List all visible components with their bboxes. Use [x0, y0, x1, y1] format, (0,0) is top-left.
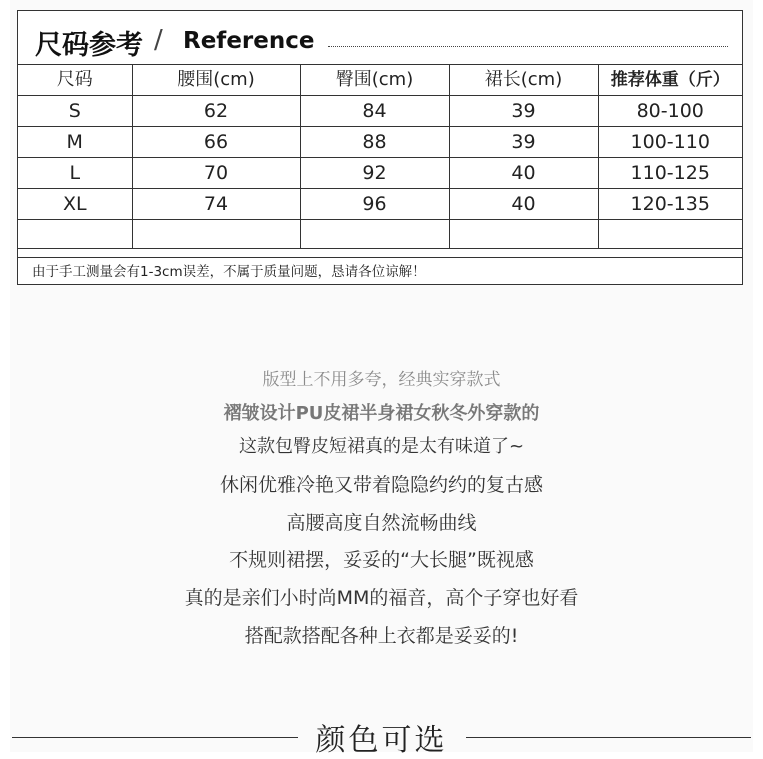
- cell-length: 39: [449, 96, 598, 127]
- table-row-empty: [18, 220, 742, 249]
- description-line: 搭配款搭配各种上衣都是妥妥的!: [244, 625, 519, 647]
- size-table: [18, 65, 742, 286]
- cell-weight: 80-100: [598, 96, 742, 127]
- cell-weight: 100-110: [598, 127, 742, 158]
- table-row: [18, 189, 742, 220]
- description-line: 高腰高度自然流畅曲线: [286, 512, 477, 534]
- cell-length: 40: [449, 158, 598, 189]
- title-divider: /: [154, 25, 163, 55]
- description-line: 这款包臀皮短裙真的是太有味道了~: [238, 436, 525, 457]
- cell-size: XL: [18, 189, 132, 220]
- cell-size: M: [18, 127, 132, 158]
- cell-waist: 70: [132, 158, 300, 189]
- cell-waist: 74: [132, 189, 300, 220]
- cell-hip: 92: [300, 158, 449, 189]
- size-chart-title: 尺码参考: [35, 30, 143, 61]
- table-row-spacer: [18, 249, 742, 258]
- table-row: [18, 127, 742, 158]
- size-chart-subtitle: Reference: [183, 28, 315, 54]
- section-heading: 颜色可选: [315, 723, 448, 758]
- cell-hip: 88: [300, 127, 449, 158]
- header-size: 尺码: [18, 65, 132, 96]
- description-line: 不规则裙摆，妥妥的“大长腿”既视感: [229, 549, 534, 571]
- cell-size: S: [18, 96, 132, 127]
- cell-length: 40: [449, 189, 598, 220]
- cell-size: L: [18, 158, 132, 189]
- table-row: [18, 158, 742, 189]
- description-line: 真的是亲们小时尚MM的福音，高个子穿也好看: [184, 587, 579, 609]
- description-line: 版型上不用多夸，经典实穿款式: [262, 370, 501, 390]
- description-line: 褶皱设计PU皮裙半身裙女秋冬外穿款的: [223, 403, 540, 424]
- dotted-rule: [328, 46, 728, 47]
- section-rule-right: [466, 737, 751, 738]
- cell-hip: 96: [300, 189, 449, 220]
- header-waist: 腰围(cm): [132, 65, 300, 96]
- table-note-row: [18, 258, 742, 287]
- size-chart: [17, 10, 743, 285]
- cell-length: 39: [449, 127, 598, 158]
- cell-weight: 110-125: [598, 158, 742, 189]
- cell-weight: 120-135: [598, 189, 742, 220]
- header-skirt-length: 裙长(cm): [449, 65, 598, 96]
- size-chart-header: [18, 11, 742, 65]
- measurement-note: 由于手工测量会有1-3cm误差，不属于质量问题，恳请各位谅解！: [18, 258, 742, 287]
- cell-waist: 66: [132, 127, 300, 158]
- cell-waist: 62: [132, 96, 300, 127]
- header-hip: 臀围(cm): [300, 65, 449, 96]
- table-row: [18, 96, 742, 127]
- table-header-row: [18, 65, 742, 96]
- cell-hip: 84: [300, 96, 449, 127]
- description-line: 休闲优雅冷艳又带着隐隐约约的复古感: [219, 474, 543, 496]
- header-weight: 推荐体重（斤）: [598, 65, 742, 96]
